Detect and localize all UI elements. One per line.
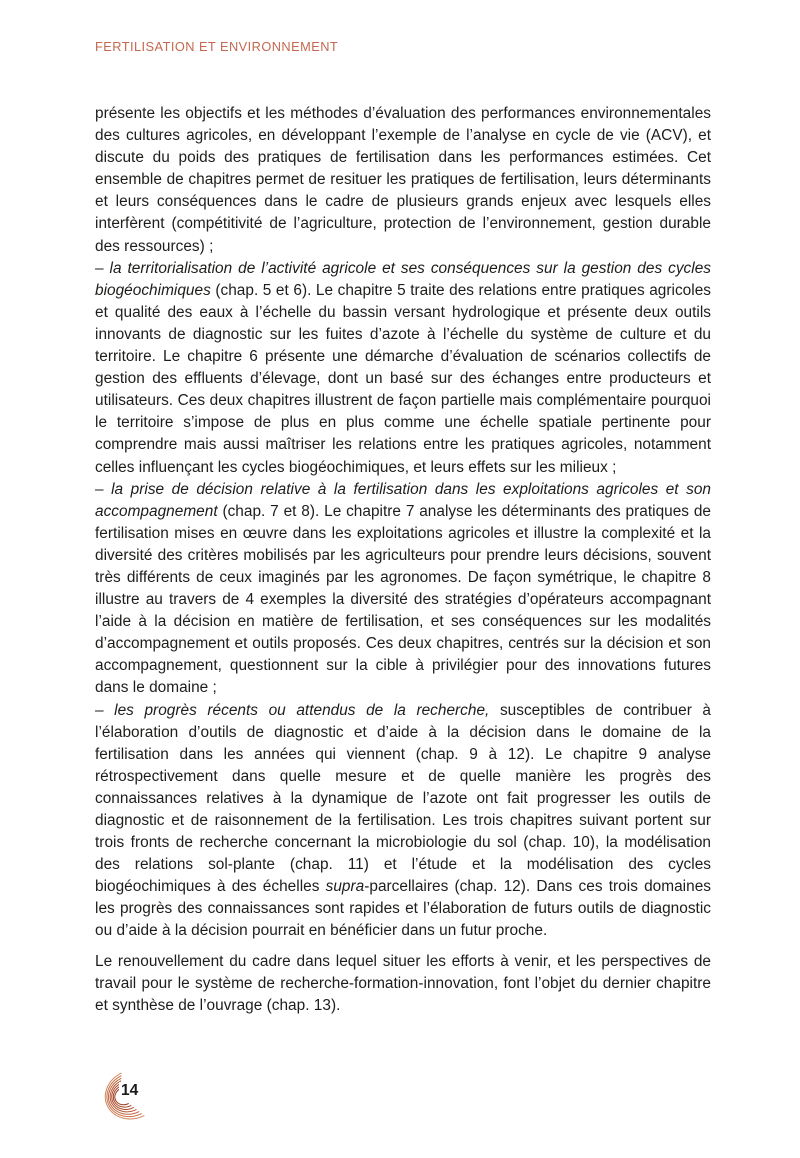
body-text-block: [95, 103, 711, 1017]
text-segment: – la prise de décision relative à la fertilisation dans les exploitations agricoles et son accompagnement: [95, 480, 711, 520]
page-number: 14: [121, 1082, 139, 1099]
text-segment: Le renouvellement du cadre dans lequel situer les efforts à venir, et les perspectives de travail pour le système de recherche-formation-innovation, font l’objet du dernier chapitre et synthèse de l’ouvrage (chap. 13).: [95, 952, 711, 1014]
text-segment: (chap. 7 et 8). Le chapitre 7 analyse les déterminants des pratiques de fertilisation mises en œuvre dans les exploitations agricoles et illustre la complexité et la diversité des critères mobilisés par les agriculteurs pour prendre leurs décisions, souvent très différents de ceux imaginés par les agronomes. De façon symétrique, le chapitre 8 illustre au travers de 4 exemples la diversité des stratégies d’opérateurs accompagnant l’aide à la décision en matière de fertilisation, et ses conséquences sur les modalités d’accompagnement et outils proposés. Ces deux chapitres, centrés sur la décision et son accompagnement, questionnent sur la cible à privilégier pour des innovations futures dans le domaine ;: [95, 502, 711, 697]
running-header-title: FERTILISATION ET ENVIRONNEMENT: [95, 39, 339, 54]
list-item-territorialisation: [95, 258, 711, 479]
list-item-prise-de-decision: [95, 479, 711, 700]
text-segment: -parcellaires (chap. 12). Dans ces trois domaines les progrès des connaissances sont rapides et l’élaboration de futurs outils de diagnostic ou d’aide à la décision pourrait en bénéficier dans un futur proche.: [95, 878, 711, 940]
text-segment: (chap. 5 et 6). Le chapitre 5 traite des relations entre pratiques agricoles et qualité des eaux à l’échelle du bassin versant hydrologique et présente deux outils innovants de diagnostic sur les fuites d’azote à l’échelle du système de culture et du territoire. Le chapitre 6 présente une démarche d’évaluation de scénarios collectifs de gestion des effluents d’élevage, dont un basé sur des échanges entre producteurs et utilisateurs. Ces deux chapitres illustrent de façon partielle mais complémentaire pourquoi le territoire s’impose de plus en plus comme une échelle spatiale pertinente pour comprendre mais aussi maîtriser les relations entre les pratiques agricoles, notamment celles influençant les cycles biogéochimiques, et leurs effets sur les milieux ;: [95, 281, 711, 476]
text-segment: présente les objectifs et les méthodes d’évaluation des performances environnementales des cultures agricoles, en développant l’exemple de l’analyse en cycle de vie (ACV), et discute du poids des pratiques de fertilisation dans les performances estimées. Cet ensemble de chapitres permet de resituer les pratiques de fertilisation, leurs déterminants et leurs conséquences dans le cadre de plusieurs grands enjeux avec lesquels elles interfèrent (compétitivité de l’agriculture, protection de l’environnement, gestion durable des ressources) ;: [95, 105, 711, 255]
list-item-progres-recherche: [95, 700, 711, 943]
text-segment: susceptibles de contribuer à l’élaboration d’outils de diagnostic et d’aide à la décision dans le domaine de la fertilisation dans les années qui viennent (chap. 9 à 12). Le chapitre 9 analyse rétrospectivement dans quelle mesure et de quelle manière les progrès des connaissances relatives à la dynamique de l’azote ont fait progresser les outils de diagnostic et de raisonnement de la fertilisation. Les trois chapitres suivant portent sur trois fronts de recherche concernant la microbiologie du sol (chap. 10), la modélisation des relations sol-plante (chap. 11) et l’étude et la modélisation des cycles biogéochimiques à des échelles: [95, 701, 711, 896]
text-segment: – les progrès récents ou attendus de la recherche,: [95, 701, 490, 719]
closing-paragraph: [95, 951, 711, 1017]
intro-continuation-paragraph: [95, 103, 711, 258]
text-segment: supra: [325, 878, 365, 896]
text-segment: – la territorialisation de l’activité agricole et ses conséquences sur la gestion des cycles biogéochimiques: [95, 259, 711, 299]
